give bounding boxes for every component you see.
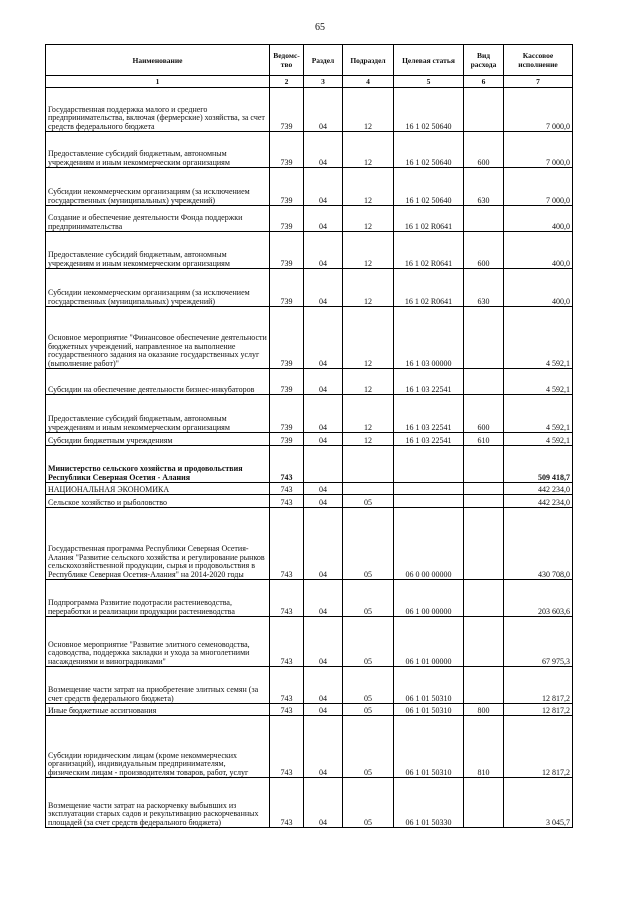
cell-subsection: 12 <box>343 206 394 232</box>
cell-section: 04 <box>304 395 343 433</box>
table-body <box>46 88 573 828</box>
cell-target <box>394 483 464 495</box>
cell-subsection: 12 <box>343 168 394 206</box>
cell-section: 04 <box>304 778 343 828</box>
cell-name: Подпрограмма Развитие подотрасли растениеводства, переработки и реализации продукции растениеводства <box>46 580 270 617</box>
cell-name: Возмещение части затрат на приобретение элитных семян (за счет средств федерального бюджета) <box>46 667 270 704</box>
cell-target <box>394 446 464 483</box>
cell-dept: 743 <box>270 716 304 778</box>
header-section: Раздел <box>304 45 343 76</box>
cell-dept: 739 <box>270 168 304 206</box>
cell-dept: 739 <box>270 206 304 232</box>
cell-amount: 12 817,2 <box>504 667 573 704</box>
cell-target: 06 1 01 00000 <box>394 617 464 667</box>
cell-amount: 7 000,0 <box>504 132 573 168</box>
cell-target: 06 1 01 50310 <box>394 667 464 704</box>
cell-dept: 739 <box>270 269 304 307</box>
cell-type <box>464 508 504 580</box>
cell-dept: 739 <box>270 395 304 433</box>
cell-dept: 743 <box>270 667 304 704</box>
cell-subsection: 05 <box>343 716 394 778</box>
cell-subsection: 12 <box>343 369 394 395</box>
cell-section: 04 <box>304 369 343 395</box>
cell-type <box>464 778 504 828</box>
cell-section: 04 <box>304 580 343 617</box>
cell-name: Государственная программа Республики Северная Осетия-Алания "Развитие сельского хозяйства и регулирование рынков сельскохозяйственной продукции, сырья и продовольствия в Республике Северная Осетия-Алания" на 2014-2020 годы <box>46 508 270 580</box>
cell-section: 04 <box>304 232 343 269</box>
cell-dept: 743 <box>270 446 304 483</box>
header-amount: Кассовое исполнение <box>504 45 573 76</box>
cell-section: 04 <box>304 617 343 667</box>
cell-subsection: 12 <box>343 269 394 307</box>
cell-amount: 4 592,1 <box>504 433 573 446</box>
cell-target: 16 1 02 50640 <box>394 132 464 168</box>
cell-name: Субсидии некоммерческим организациям (за исключением государственных (муниципальных) учреждений) <box>46 269 270 307</box>
cell-section: 04 <box>304 132 343 168</box>
cell-section: 04 <box>304 716 343 778</box>
cell-target: 06 0 00 00000 <box>394 508 464 580</box>
cell-amount: 3 045,7 <box>504 778 573 828</box>
cell-target: 06 1 01 50330 <box>394 778 464 828</box>
cell-target <box>394 495 464 508</box>
cell-target: 06 1 00 00000 <box>394 580 464 617</box>
cell-amount: 7 000,0 <box>504 168 573 206</box>
cell-dept: 743 <box>270 483 304 495</box>
column-number: 5 <box>394 76 464 88</box>
cell-amount: 7 000,0 <box>504 88 573 132</box>
cell-name: Сельское хозяйство и рыболовство <box>46 495 270 508</box>
table-row <box>46 704 573 716</box>
cell-dept: 743 <box>270 617 304 667</box>
cell-type: 600 <box>464 132 504 168</box>
cell-subsection <box>343 483 394 495</box>
cell-amount: 12 817,2 <box>504 704 573 716</box>
cell-subsection: 12 <box>343 232 394 269</box>
cell-type <box>464 446 504 483</box>
header-target: Целевая статья <box>394 45 464 76</box>
cell-amount: 400,0 <box>504 232 573 269</box>
cell-name: Возмещение части затрат на раскорчевку выбывших из эксплуатации старых садов и рекультивацию раскорчеванных площадей (за счет средств федерального бюджета) <box>46 778 270 828</box>
cell-target: 16 1 02 50640 <box>394 168 464 206</box>
column-number: 4 <box>343 76 394 88</box>
cell-type <box>464 667 504 704</box>
cell-section: 04 <box>304 307 343 369</box>
budget-table <box>45 44 573 828</box>
cell-type: 630 <box>464 168 504 206</box>
cell-amount: 509 418,7 <box>504 446 573 483</box>
cell-dept: 739 <box>270 88 304 132</box>
cell-amount: 400,0 <box>504 206 573 232</box>
cell-section: 04 <box>304 495 343 508</box>
cell-target: 16 1 03 22541 <box>394 369 464 395</box>
cell-target: 16 1 03 22541 <box>394 395 464 433</box>
cell-section: 04 <box>304 667 343 704</box>
table-row <box>46 508 573 580</box>
cell-type <box>464 483 504 495</box>
table-row <box>46 232 573 269</box>
table-row <box>46 617 573 667</box>
cell-amount: 4 592,1 <box>504 395 573 433</box>
cell-name: НАЦИОНАЛЬНАЯ ЭКОНОМИКА <box>46 483 270 495</box>
cell-target: 06 1 01 50310 <box>394 716 464 778</box>
header-dept: Ведомс-тво <box>270 45 304 76</box>
cell-dept: 743 <box>270 580 304 617</box>
cell-type <box>464 88 504 132</box>
cell-name: Предоставление субсидий бюджетным, автономным учреждениям и иным некоммерческим организациям <box>46 132 270 168</box>
cell-subsection: 05 <box>343 495 394 508</box>
cell-name: Иные бюджетные ассигнования <box>46 704 270 716</box>
cell-amount: 442 234,0 <box>504 495 573 508</box>
table-row <box>46 495 573 508</box>
cell-amount: 442 234,0 <box>504 483 573 495</box>
table-row <box>46 433 573 446</box>
cell-subsection: 12 <box>343 88 394 132</box>
cell-amount: 4 592,1 <box>504 307 573 369</box>
column-number-row <box>46 76 573 88</box>
cell-target: 16 1 02 50640 <box>394 88 464 132</box>
header-row <box>46 45 573 76</box>
cell-name: Субсидии некоммерческим организациям (за исключением государственных (муниципальных) учреждений) <box>46 168 270 206</box>
cell-name: Субсидии юридическим лицам (кроме некоммерческих организаций), индивидуальным предпринимателям, физическим лицам - производителям товаров, работ, услуг <box>46 716 270 778</box>
cell-amount: 12 817,2 <box>504 716 573 778</box>
cell-amount: 400,0 <box>504 269 573 307</box>
cell-subsection: 05 <box>343 667 394 704</box>
cell-type <box>464 495 504 508</box>
cell-dept: 739 <box>270 433 304 446</box>
table-row <box>46 580 573 617</box>
column-number: 3 <box>304 76 343 88</box>
column-number: 7 <box>504 76 573 88</box>
cell-amount: 203 603,6 <box>504 580 573 617</box>
cell-dept: 743 <box>270 508 304 580</box>
cell-section: 04 <box>304 433 343 446</box>
cell-name: Создание и обеспечение деятельности Фонда поддержки предпринимательства <box>46 206 270 232</box>
cell-subsection: 12 <box>343 433 394 446</box>
cell-target: 06 1 01 50310 <box>394 704 464 716</box>
cell-type: 800 <box>464 704 504 716</box>
cell-section: 04 <box>304 206 343 232</box>
cell-subsection: 05 <box>343 617 394 667</box>
cell-subsection: 12 <box>343 307 394 369</box>
cell-section: 04 <box>304 88 343 132</box>
cell-name: Основное мероприятие "Развитие элитного семеноводства, садоводства, поддержка закладки и ухода за многолетними насаждениями и виноградниками" <box>46 617 270 667</box>
cell-amount: 430 708,0 <box>504 508 573 580</box>
cell-target: 16 1 02 R0641 <box>394 232 464 269</box>
cell-section: 04 <box>304 704 343 716</box>
table-row <box>46 88 573 132</box>
page-number: 65 <box>315 22 325 33</box>
cell-type <box>464 307 504 369</box>
cell-target: 16 1 03 00000 <box>394 307 464 369</box>
cell-section: 04 <box>304 508 343 580</box>
cell-subsection: 12 <box>343 132 394 168</box>
cell-name: Государственная поддержка малого и среднего предпринимательства, включая (фермерские) хозяйства, за счет средств федерального бюджета <box>46 88 270 132</box>
cell-subsection: 05 <box>343 508 394 580</box>
cell-dept: 739 <box>270 369 304 395</box>
cell-subsection <box>343 446 394 483</box>
cell-target: 16 1 02 R0641 <box>394 269 464 307</box>
table-row <box>46 168 573 206</box>
cell-amount: 4 592,1 <box>504 369 573 395</box>
cell-target: 16 1 02 R0641 <box>394 206 464 232</box>
cell-name: Субсидии на обеспечение деятельности бизнес-инкубаторов <box>46 369 270 395</box>
cell-type <box>464 617 504 667</box>
table-row <box>46 446 573 483</box>
column-number: 1 <box>46 76 270 88</box>
cell-dept: 739 <box>270 232 304 269</box>
cell-subsection: 12 <box>343 395 394 433</box>
cell-subsection: 05 <box>343 704 394 716</box>
table-row <box>46 716 573 778</box>
cell-dept: 743 <box>270 778 304 828</box>
cell-type: 600 <box>464 395 504 433</box>
table-row <box>46 369 573 395</box>
cell-subsection: 05 <box>343 778 394 828</box>
cell-name: Основное мероприятие "Финансовое обеспечение деятельности бюджетных учреждений, направленное на выполнение государственного задания на оказание государственных услуг (выполнение работ)" <box>46 307 270 369</box>
cell-type <box>464 580 504 617</box>
cell-target: 16 1 03 22541 <box>394 433 464 446</box>
table-row <box>46 132 573 168</box>
cell-name: Предоставление субсидий бюджетным, автономным учреждениям и иным некоммерческим организациям <box>46 232 270 269</box>
cell-section: 04 <box>304 269 343 307</box>
cell-dept: 743 <box>270 495 304 508</box>
table-row <box>46 667 573 704</box>
cell-type <box>464 369 504 395</box>
cell-name: Министерство сельского хозяйства и продовольствия Республики Северная Осетия - Алания <box>46 446 270 483</box>
cell-name: Субсидии бюджетным учреждениям <box>46 433 270 446</box>
cell-dept: 739 <box>270 307 304 369</box>
header-name: Наименование <box>46 45 270 76</box>
cell-type: 610 <box>464 433 504 446</box>
cell-amount: 67 975,3 <box>504 617 573 667</box>
table-row <box>46 269 573 307</box>
cell-section: 04 <box>304 483 343 495</box>
table-row <box>46 206 573 232</box>
column-number: 6 <box>464 76 504 88</box>
table-row <box>46 483 573 495</box>
cell-section <box>304 446 343 483</box>
header-subsection: Подраздел <box>343 45 394 76</box>
cell-type <box>464 206 504 232</box>
table-row <box>46 307 573 369</box>
cell-name: Предоставление субсидий бюджетным, автономным учреждениям и иным некоммерческим организациям <box>46 395 270 433</box>
cell-type: 600 <box>464 232 504 269</box>
cell-subsection: 05 <box>343 580 394 617</box>
column-number: 2 <box>270 76 304 88</box>
cell-dept: 739 <box>270 132 304 168</box>
header-type: Вид расхода <box>464 45 504 76</box>
table-row <box>46 778 573 828</box>
cell-section: 04 <box>304 168 343 206</box>
cell-type: 630 <box>464 269 504 307</box>
cell-dept: 743 <box>270 704 304 716</box>
table-row <box>46 395 573 433</box>
cell-type: 810 <box>464 716 504 778</box>
